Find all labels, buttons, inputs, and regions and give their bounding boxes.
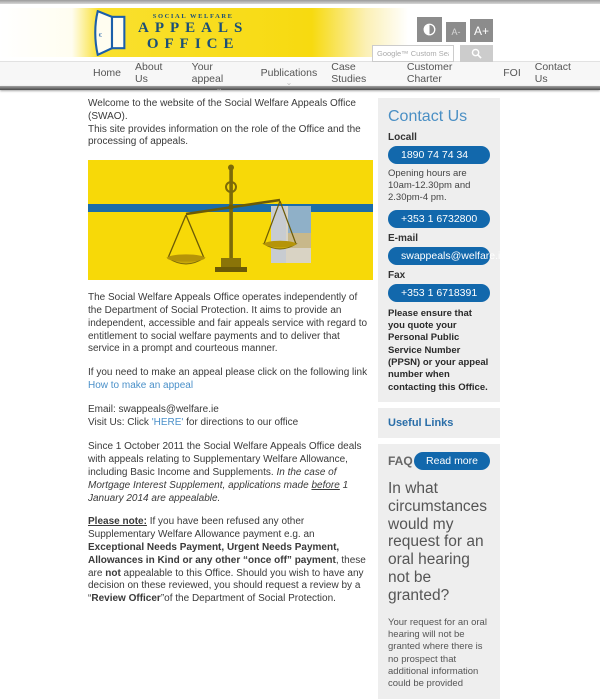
- open-door-logo-icon: [93, 10, 131, 56]
- font-increase-button[interactable]: A+: [470, 19, 493, 42]
- svg-text:€: €: [98, 31, 103, 39]
- text-segment: for directions to our office: [183, 416, 299, 428]
- nav-item[interactable]: [260, 65, 318, 87]
- text-segment: appealable to this Office. Should you wish to have any decision on these reviewed, you should request a review by a “: [88, 567, 364, 605]
- useful-links-box[interactable]: Useful Links: [378, 408, 500, 438]
- font-decrease-button[interactable]: A-: [446, 22, 466, 42]
- site-logo[interactable]: [93, 10, 248, 56]
- text-segment: Please note:: [88, 516, 147, 528]
- text-segment: Review Officer: [91, 593, 161, 605]
- chevron-down-icon: ⌄: [285, 78, 293, 87]
- nav-item[interactable]: [331, 59, 393, 89]
- nav-item-label: Home: [93, 67, 122, 79]
- intro-line-1: Welcome to the website of the Social Welfare Appeals Office (SWAO).: [88, 98, 356, 122]
- nav-item-label: Case Studies: [331, 61, 367, 85]
- chevron-down-icon: ⌄: [215, 84, 223, 93]
- faq-box: [378, 444, 500, 699]
- text-segment: , these are: [88, 554, 366, 579]
- header-yellow-band: [0, 8, 600, 57]
- text-segment: Exceptional Needs Payment, Urgent Needs Payment, Allowances in Kind or any other “once off” payment: [88, 541, 340, 566]
- scales-of-justice-image: [88, 160, 373, 280]
- faq-title: FAQ: [388, 454, 413, 469]
- contact-lines: [88, 404, 373, 430]
- email-line: Email: swappeals@welfare.ie: [88, 403, 219, 415]
- site-header: [0, 4, 600, 62]
- locall-number-pill[interactable]: 1890 74 74 34: [388, 146, 490, 164]
- contact-us-box: [378, 98, 507, 402]
- text-segment: Since 1 October 2011 the Social Welfare Appeals Office deals with appeals relating to Supplementary Welfare Allowance, including Basic Income and Supplements.: [88, 441, 362, 478]
- paragraph-please-note: [88, 516, 373, 606]
- paragraph-appeal-link: [88, 367, 373, 393]
- inline-link[interactable]: How to make an appeal: [88, 379, 194, 391]
- email-pill[interactable]: swappeals@welfare.ie: [388, 247, 490, 265]
- intro-paragraph: [88, 98, 373, 149]
- visit-line: [88, 417, 298, 428]
- ppsn-note: Please ensure that you quote your Personal Public Service Number (PPSN) or your appeal number when contacting this Office.: [388, 307, 489, 393]
- nav-item-label: About Us: [135, 61, 163, 85]
- text-segment: before: [311, 479, 340, 491]
- logo-line1: APPEALS: [138, 20, 249, 37]
- read-more-button[interactable]: Read more: [414, 452, 490, 470]
- nav-item-label: Contact Us: [534, 61, 571, 85]
- nav-item-label: Publications: [260, 67, 318, 79]
- faq-header: [388, 452, 490, 470]
- text-segment: ”of the Department of Social Protection.: [160, 593, 336, 605]
- paragraph-independence: The Social Welfare Appeals Office operates independently of the Department of Social Protection. It aims to provide an independent, accessible and fair appeals service with regard to entitlement to social welfare payments and to deliver that service in a prompt and courteous manner.: [88, 292, 368, 355]
- search-icon: [471, 48, 482, 59]
- sidebar: [378, 98, 507, 699]
- text-segment: Visit Us: Click: [88, 416, 152, 428]
- nav-item[interactable]: [93, 65, 121, 83]
- email-label: E-mail: [388, 232, 419, 244]
- nav-item[interactable]: [135, 59, 178, 89]
- logo-line2: OFFICE: [146, 36, 240, 52]
- nav-item[interactable]: [535, 59, 586, 89]
- nav-item-label: FOI: [503, 67, 521, 79]
- text-segment: If you need to make an appeal please click on the following link: [88, 367, 368, 379]
- logo-small-line: SOCIAL WELFARE: [152, 13, 234, 21]
- nav-item-label: Your appeal: [191, 61, 224, 85]
- text-segment: not: [105, 567, 121, 579]
- nav-item-label: Customer Charter: [406, 61, 453, 85]
- logo-text: [138, 13, 248, 53]
- text-segment: In the case of Mortgage Interest Supplement, applications made: [88, 466, 337, 491]
- locall-label: Locall: [388, 132, 417, 143]
- faq-question: In what circumstances would my request for an oral hearing not be granted?: [388, 480, 488, 604]
- main-content: [88, 98, 373, 699]
- opening-hours: Opening hours are 10am-12.30pm and 2.30pm-4 pm.: [388, 168, 471, 203]
- fax-number-pill[interactable]: +353 1 6718391: [388, 284, 490, 302]
- intro-line-2: This site provides information on the role of the Office and the processing of appeals.: [88, 123, 361, 148]
- nav-item[interactable]: [191, 59, 247, 93]
- contrast-icon: [423, 22, 436, 37]
- nav-item[interactable]: [503, 65, 521, 83]
- nav-item[interactable]: [407, 59, 489, 89]
- text-segment: If you have been refused any other Supplementary Welfare Allowance payment e.g. an: [88, 516, 315, 541]
- contact-us-heading: Contact Us: [388, 108, 468, 125]
- text-segment: 1 January 2014 are appealable.: [88, 479, 349, 504]
- faq-answer: Your request for an oral hearing will not be granted where there is no prospect that additional information could be provided: [388, 616, 487, 690]
- phone-number-pill[interactable]: +353 1 6732800: [388, 210, 490, 228]
- page-body: [0, 90, 600, 699]
- inline-link[interactable]: 'HERE': [151, 416, 184, 428]
- accessibility-buttons: [417, 17, 493, 42]
- main-nav: [0, 61, 600, 93]
- paragraph-since-2011: [88, 441, 373, 505]
- fax-label: Fax: [388, 269, 406, 281]
- contrast-toggle-button[interactable]: [417, 17, 442, 42]
